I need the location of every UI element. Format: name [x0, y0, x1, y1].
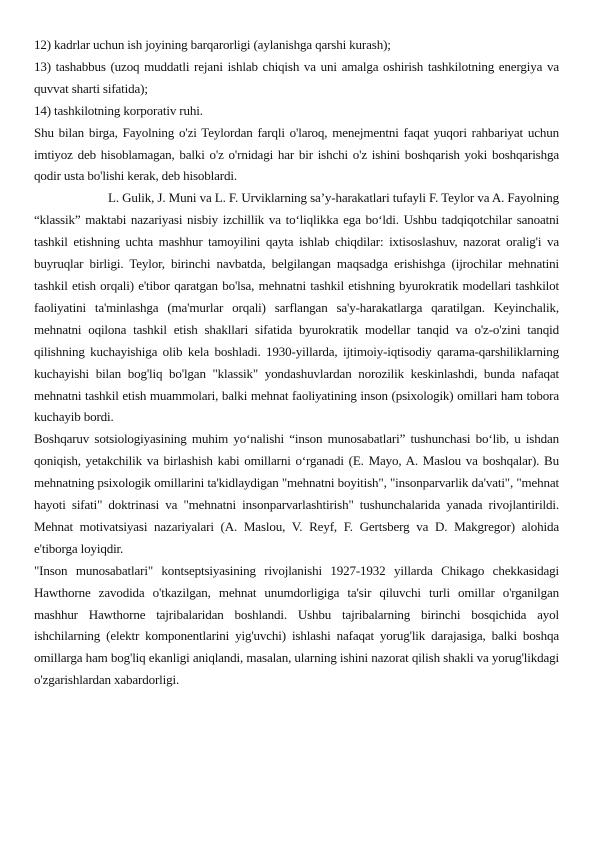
paragraph-fayol: Shu bilan birga, Fayolning o'zi Teylordan farqli o'laroq, menejmentni faqat yuqori rahbariyat uchun imtiyoz deb hisoblamagan, balki o'z o'rnidagi har bir ishchi o'z ishini boshqarish yoki boshqarishga qodir usta bo'lishi kerak, deb hisoblardi. — [34, 124, 559, 184]
paragraph-human-relations: Boshqaruv sotsiologiyasining muhim yo‘nalishi “inson munosabatlari” tushunchasi bo‘lib, u ishdan qoniqish, yetakchilik va birlashish kabi omillarni o‘rganadi (E. Mayo, A. Maslou va boshqalar). Bu mehnatning psixologik omillarini ta'kidlaydigan "mehnatni boyitish", "insonparvarlik da'vati", "mehnat hayoti sifati" doktrinasi va "mehnatni insonparvarlashtirish" tushunchalarida yanada rivojlantirildi. Mehnat motivatsiyasi nazariyalari (A. Maslou, V. Reyf, F. Gertsberg va D. Makgregor) alohida e'tiborga loyiqdir. — [34, 431, 559, 556]
document-page — [34, 34, 559, 691]
paragraph-hawthorne: "Inson munosabatlari" kontseptsiyasining rivojlanishi 1927-1932 yillarda Chikago chekkasidagi Hawthorne zavodida o'tkazilgan, mehnat unumdorligiga ta'sir qiluvchi turli omillar o'rganilgan mashhur Hawthorne tajribalaridan boshlandi. Ushbu tajribalarning birinchi bosqichida ayol ishchilarning (elektr komponentlarini yig'uvchi) ishlashi nafaqat yorug'lik darajasiga, balki boshqa omillarga ham bog'liq ekanligi aniqlandi, masalan, ularning ishini nazorat qilish shakli va yorug'likdagi o'zgarishlardan xabardorligi. — [34, 562, 559, 688]
paragraph-item-13: 13) tashabbus (uzoq muddatli rejani ishlab chiqish va uni amalga oshirish tashkilotning energiya va quvvat sharti sifatida); — [34, 58, 559, 96]
paragraph-item-12: 12) kadrlar uchun ish joyining barqarorligi (aylanishga qarshi kurash); — [34, 37, 391, 52]
paragraph-item-14: 14) tashkilotning korporativ ruhi. — [34, 102, 203, 118]
paragraph-classical-school: L. Gulik, J. Muni va L. F. Urviklarning sa’y-harakatlari tufayli F. Teylor va A. Fayolning “klassik” maktabi nazariyasi nisbiy izchillik va to‘liqlikka ega bo‘ldi. Ushbu tadqiqotchilar sanoatni tashkil etishning uchta mashhur tamoyilini qayta ishlab chiqdilar: ixtisoslashuv, nazorat oralig'i va buyruqlar birligi. Teylor, birinchi navbatda, belgilangan maqsadga erishishga (ijrochilar mehnatini tashkil etish orqali) e'tibor qaratgan bo'lsa, mehnatni tashkil etishning byurokratik modellari tashkilot faoliyatini ta'minlashga (ma'murlar orqali) sarflangan sa'y-harakatlarga qaratilgan. Keyinchalik, mehnatni oqilona tashkil etish shakllari sifatida byurokratik modellar tanqid va o'z-o'zini tanqid qilishning kuchayishiga olib kela boshladi. 1930-yillarda, ijtimoiy-iqtisodiy qarama-qarshiliklarning kuchayishi bilan bog'liq bo'lgan "klassik" yondashuvlardan norozilik keskinlashdi, bunda nafaqat mehnatni tashkil etish muammolari, balki mehnat faoliyatining inson (psixologik) omillari ham tobora kuchayib bordi. — [34, 190, 559, 425]
